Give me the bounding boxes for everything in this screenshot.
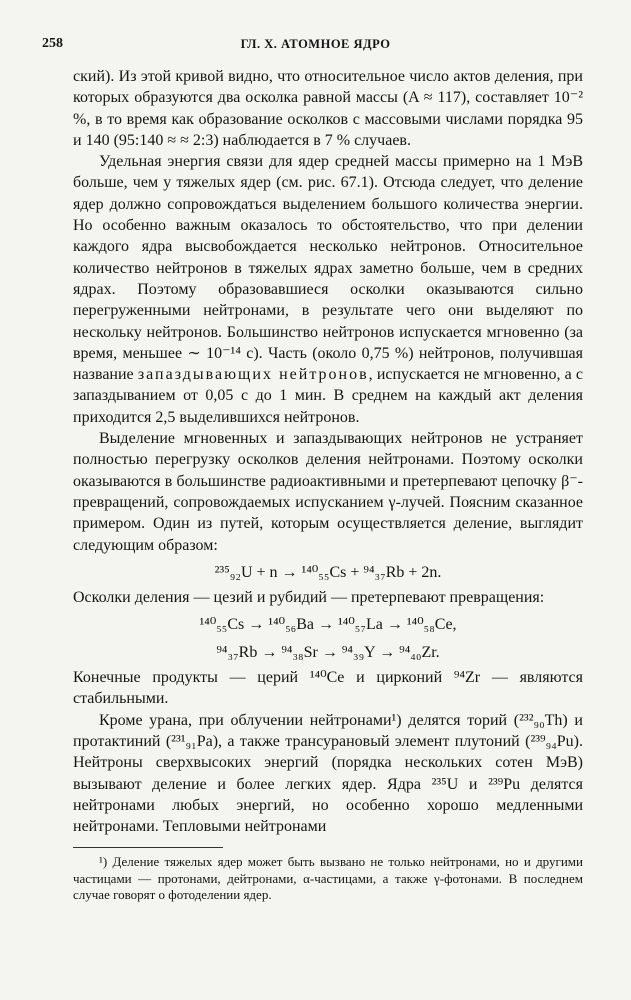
- running-head: ГЛ. X. АТОМНОЕ ЯДРО: [240, 37, 391, 51]
- paragraph-4: Осколки деления — цезий и рубидий — претерпевают превращения:: [73, 589, 545, 607]
- equation-rubidium-chain: ⁹⁴₃₇Rb → ⁹⁴₃₈Sr → ⁹⁴₃₉Y → ⁹⁴₄₀Zr.: [216, 643, 440, 661]
- footnote-rule: [73, 847, 223, 848]
- paragraph-5: Конечные продукты — церий ¹⁴⁰Ce и цирконий ⁹⁴Zr — являются стабильными.: [73, 669, 583, 708]
- paragraph-3: Выделение мгновенных и запаздывающих нейтронов не устраняет полностью перегрузку осколков деления нейтронами. Поэтому осколки оказываются в большинстве радиоактивными и претерпевают цепочку β⁻-превращений, сопровождаемых испусканием γ-лучей. Поясним сказанное примером. Один из путей, которым осуществляется деление, выглядит следующим образом:: [73, 430, 583, 554]
- paragraph-1: ский). Из этой кривой видно, что относительное число актов деления, при которых образуются два осколка равной массы (A ≈ 117), составляет 10⁻² %, в то время как образование осколков с массовыми числами порядка 95 и 140 (95:140 ≈ ≈ 2:3) наблюдается в 7 % случаев.: [73, 68, 583, 149]
- paragraph-2: [73, 151, 583, 428]
- footnote: ¹) Деление тяжелых ядер может быть вызвано не только нейтронами, но и другими частицами — протонами, дейтронами, α-частицами, а также γ-фотонами. В последнем случае говорят о фотоделении ядер.: [73, 854, 583, 903]
- equation-fission: ²³⁵₉₂U + n → ¹⁴⁰₅₅Cs + ⁹⁴₃₇Rb + 2n.: [214, 563, 442, 581]
- paragraph-2-spaced-term: запаздывающих нейтронов: [137, 366, 369, 384]
- paragraph-6: Кроме урана, при облучении нейтронами¹) делятся торий (²³²₉₀Th) и протактиний (²³¹₉₁Pa), а также трансурановый элемент плутоний (²³⁹₉₄Pu). Нейтроны сверхвысоких энергий (порядка нескольких сотен МэВ) вызывают деление и более легких ядер. Ядра ²³⁵U и ²³⁹Pu делятся нейтронами любых энергий, но особенно хорошо медленными нейтронами. Тепловыми нейтронами: [73, 711, 583, 836]
- paragraph-2-part-b: , испускается не мгновенно, а с запаздыванием от 0,05 с до 1 мин. В среднем на каждый акт деления приходится 2,5 выделившихся нейтронов.: [73, 366, 584, 426]
- main-text: [73, 66, 583, 904]
- paragraph-2-part-a: Удельная энергия связи для ядер средней массы примерно на 1 МэВ больше, чем у тяжелых ядер (см. рис. 67.1). Отсюда следует, что деление ядер должно сопровождаться выделением большого количества энергии. Но особенно важным оказалось то обстоятельство, что при делении каждого ядра высвобождается несколько нейтронов. Относительное количество нейтронов в тяжелых ядрах заметно больше, чем в средних ядрах. Поэтому образовавшиеся осколки оказываются сильно перегруженными нейтронами, в результате чего они выделяют по нескольку нейтронов. Большинство нейтронов испускается мгновенно (за время, меньшее ∼ 10⁻¹⁴ с). Часть (около 0,75 %) нейтронов, получившая название: [73, 153, 583, 384]
- page-number: 258: [42, 36, 63, 51]
- page-header: [42, 36, 589, 56]
- equation-cesium-chain: ¹⁴⁰₅₅Cs → ¹⁴⁰₅₆Ba → ¹⁴⁰₅₇La → ¹⁴⁰₅₈Ce,: [199, 616, 457, 634]
